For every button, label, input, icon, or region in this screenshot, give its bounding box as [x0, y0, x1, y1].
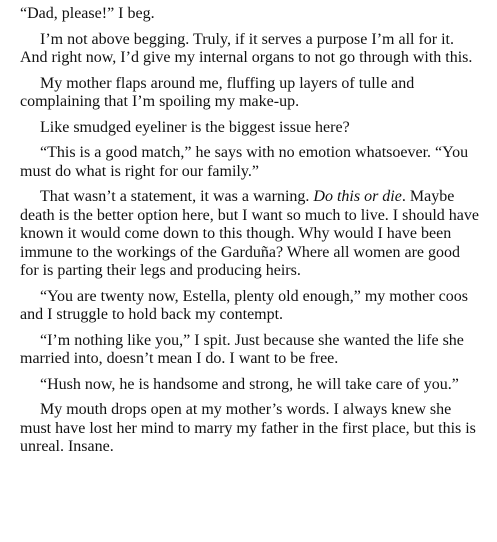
- paragraph-9: “Hush now, he is handsome and strong, he will take care of you.”: [40, 375, 459, 393]
- paragraph-6-rest: . Maybe death is the better option here, but I want so much to live. I should have known it would come down to this though. Why would I have been immune to the workings of the Garduña? Where all women are good for is parting their legs and producing heirs.: [20, 188, 479, 279]
- paragraph-3: My mother flaps around me, fluffing up layers of tulle and complaining that I’m spoiling my make-up.: [20, 74, 415, 110]
- paragraph-8: “I’m nothing like you,” I spit. Just because she wanted the life she married into, doesn’t mean I do. I want to be free.: [20, 331, 464, 367]
- paragraph-6: [20, 188, 480, 281]
- paragraph-6-emphasis: Do this or die: [313, 188, 402, 205]
- paragraph-4: Like smudged eyeliner is the biggest issue here?: [40, 118, 350, 136]
- document-page: [20, 5, 480, 464]
- paragraph-7: “You are twenty now, Estella, plenty old enough,” my mother coos and I struggle to hold back my contempt.: [20, 287, 468, 323]
- paragraph-5: “This is a good match,” he says with no emotion whatsoever. “You must do what is right for our family.”: [20, 144, 469, 180]
- paragraph-6-lead: That wasn’t a statement, it was a warning.: [40, 188, 314, 205]
- paragraph-2: I’m not above begging. Truly, if it serves a purpose I’m all for it. And right now, I’d give my internal organs to not go through with this.: [20, 30, 473, 66]
- paragraph-10: My mouth drops open at my mother’s words. I always knew she must have lost her mind to marry my father in the first place, but this is unreal. Insane.: [20, 401, 476, 455]
- paragraph-1: “Dad, please!” I beg.: [20, 5, 155, 22]
